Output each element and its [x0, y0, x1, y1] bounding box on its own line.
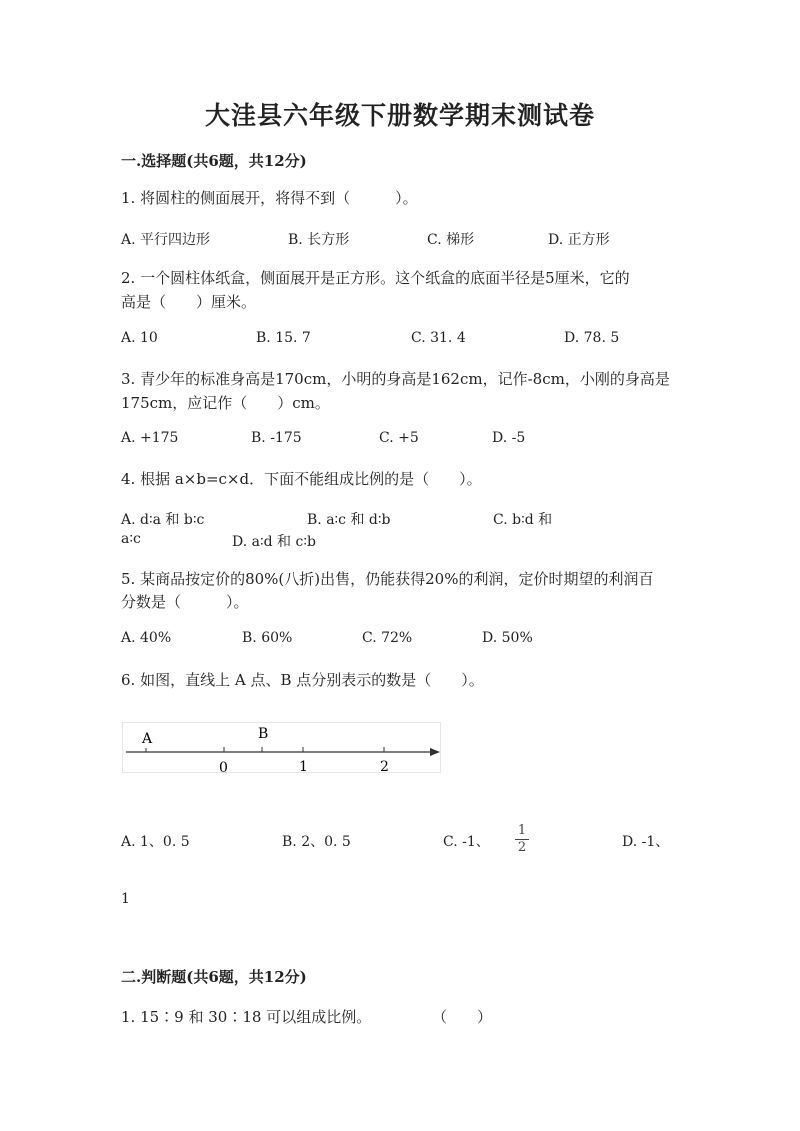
q6-option-d-cont: 1	[121, 891, 130, 907]
q5-option-a: A. 40%	[121, 630, 172, 646]
q4-option-a: A. d∶a 和 b∶c	[121, 512, 205, 528]
q4-option-b: B. a∶c 和 d∶b	[307, 512, 391, 528]
q4-option-c: C. b∶d 和	[493, 512, 553, 528]
q2-option-d: D. 78. 5	[564, 330, 620, 346]
q2-option-c: C. 31. 4	[411, 330, 466, 346]
q3-option-a: A. +175	[121, 430, 179, 446]
judge-1-blank: （ ）	[432, 1008, 493, 1026]
q5-option-b: B. 60%	[242, 630, 293, 646]
question-4-stem: 4. 根据 a×b=c×d．下面不能组成比例的是（ ）。	[121, 470, 482, 488]
q6-option-c: C. -1、	[443, 834, 490, 850]
q1-option-d: D. 正方形	[548, 232, 610, 248]
section-heading-choice: 一.选择题(共6题，共12分)	[121, 152, 307, 170]
q3-option-b: B. -175	[251, 430, 302, 446]
q4-option-d: D. a∶d 和 c∶b	[232, 534, 316, 550]
q1-option-a: A. 平行四边形	[121, 232, 211, 248]
judge-1-stem: 1. 15∶9 和 30∶18 可以组成比例。	[121, 1008, 372, 1026]
fraction-one-half	[515, 824, 529, 855]
q1-option-b: B. 长方形	[288, 232, 350, 248]
question-1-stem: 1. 将圆柱的侧面展开，将得不到（ ）。	[121, 189, 418, 207]
arrow-head-icon	[430, 748, 440, 756]
section-heading-judge: 二.判断题(共6题，共12分)	[121, 968, 307, 986]
question-2-stem-line2: 高是（ ）厘米。	[121, 293, 257, 311]
q1-option-c: C. 梯形	[427, 232, 475, 248]
q2-option-a: A. 10	[121, 330, 158, 346]
tick-label-2: 2	[380, 759, 389, 774]
q5-option-d: D. 50%	[482, 630, 533, 646]
question-6-stem: 6. 如图，直线上 A 点、B 点分别表示的数是（ ）。	[121, 671, 484, 689]
q5-option-c: C. 72%	[362, 630, 413, 646]
q4-option-c-cont: a∶c	[121, 531, 141, 547]
tick-label-0: 0	[219, 760, 228, 774]
question-2-stem-line1: 2. 一个圆柱体纸盒，侧面展开是正方形。这个纸盒的底面半径是5厘米，它的	[121, 269, 630, 287]
q6-option-b: B. 2、0. 5	[282, 834, 351, 850]
fraction-denominator: 2	[517, 840, 527, 855]
question-5-stem-line1: 5. 某商品按定价的80%(八折)出售，仍能获得20%的利润，定价时期望的利润百	[121, 570, 654, 588]
question-5-stem-line2: 分数是（ ）。	[121, 593, 249, 611]
tick-label-1: 1	[299, 759, 308, 774]
figure-frame	[123, 723, 441, 773]
q2-option-b: B. 15. 7	[256, 330, 311, 346]
q3-option-d: D. -5	[492, 430, 526, 446]
question-3-stem-line1: 3. 青少年的标准身高是170cm，小明的身高是162cm，记作-8cm，小刚的身高是	[121, 370, 670, 388]
number-line-figure	[122, 722, 442, 774]
fraction-numerator: 1	[517, 823, 527, 838]
point-label-a: A	[142, 731, 153, 747]
q3-option-c: C. +5	[379, 430, 419, 446]
q6-option-d: D. -1、	[622, 834, 670, 850]
question-3-stem-line2: 175cm，应记作（ ）cm。	[121, 394, 330, 412]
point-label-b: B	[258, 726, 269, 742]
q6-option-a: A. 1、0. 5	[121, 834, 190, 850]
page-title: 大洼县六年级下册数学期末测试卷	[204, 101, 595, 130]
